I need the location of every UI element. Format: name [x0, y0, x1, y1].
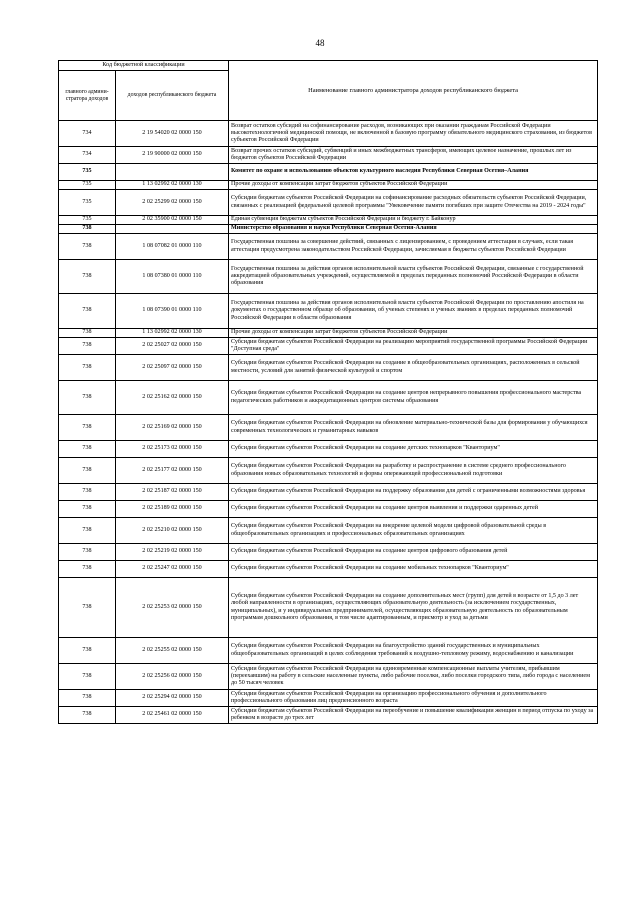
admin-code-cell: 738	[59, 225, 116, 234]
income-name-cell: Субсидии бюджетам субъектов Российской Федерации на единовременные компенсационные выплаты учителям, прибывшим (переехавшим) на работу в сельские населенные пункты, либо рабочие поселки, либо поселки городского типа, либо города с населением до 50 тысяч человек	[229, 664, 598, 690]
table-row	[59, 338, 598, 355]
income-name-cell: Государственная пошлина за совершение действий, связанных с лицензированием, с проведением аттестации в случаях, если такая аттестация предусмотрена законодательством Российской Федерации, зачисляемая в бюджеты субъектов Российской Федерации	[229, 234, 598, 260]
admin-code-cell: 738	[59, 294, 116, 329]
income-code-cell	[116, 164, 229, 181]
income-code-cell: 1 08 07082 01 0000 110	[116, 234, 229, 260]
admin-code-cell: 738	[59, 561, 116, 578]
admin-code-cell: 738	[59, 234, 116, 260]
income-code-cell: 2 02 25169 02 0000 150	[116, 415, 229, 441]
admin-code-cell: 738	[59, 381, 116, 415]
income-code-cell: 2 19 54020 02 0000 150	[116, 121, 229, 147]
table-row	[59, 638, 598, 664]
income-name-cell: Министерство образования и науки Республики Северная Осетия-Алания	[229, 225, 598, 234]
table-row	[59, 216, 598, 225]
admin-code-cell: 738	[59, 707, 116, 724]
table-row	[59, 381, 598, 415]
income-code-cell: 2 02 25294 02 0000 150	[116, 690, 229, 707]
table-row	[59, 441, 598, 458]
table-row	[59, 415, 598, 441]
income-name-cell: Субсидии бюджетам субъектов Российской Федерации на софинансирование расходных обязательств субъектов Российской Федерации, связанных с реализацией федеральной целевой программы "Увековечение памяти погибших при защите Отечества на 2019 - 2024 годы"	[229, 190, 598, 216]
admin-code-cell: 738	[59, 544, 116, 561]
table-row	[59, 147, 598, 164]
table-row	[59, 190, 598, 216]
name-column-header: Наименование главного администратора доходов республиканского бюджета	[229, 61, 598, 121]
income-name-cell: Субсидии бюджетам субъектов Российской Федерации на создание центров цифрового образования детей	[229, 544, 598, 561]
table-row	[59, 225, 598, 234]
table-row	[59, 501, 598, 518]
income-name-cell: Субсидии бюджетам субъектов Российской Федерации на поддержку образования для детей с ограниченными возможностями здоровья	[229, 484, 598, 501]
income-code-cell: 2 02 25097 02 0000 150	[116, 355, 229, 381]
admin-code-cell: 738	[59, 329, 116, 338]
table-row	[59, 355, 598, 381]
income-name-cell: Субсидии бюджетам субъектов Российской Федерации на создание детских технопарков "Кванториум"	[229, 441, 598, 458]
income-name-cell: Субсидии бюджетам субъектов Российской Федерации на создание дополнительных мест (групп) для детей в возрасте от 1,5 до 3 лет любой направленности в организациях, осуществляющих образовательную деятельность (за исключением государственных, муниципальных), и у индивидуальных предпринимателей, осуществляющих образовательную деятельность по образовательным программам дошкольного образования, в том числе адаптированным, и присмотр и уход за детьми	[229, 578, 598, 638]
admin-code-cell: 738	[59, 638, 116, 664]
income-name-cell: Субсидии бюджетам субъектов Российской Федерации на создание центров выявления и поддержки одаренных детей	[229, 501, 598, 518]
admin-code-cell: 735	[59, 164, 116, 181]
income-name-cell: Единая субвенция бюджетам субъектов Российской Федерации и бюджету г. Байконур	[229, 216, 598, 225]
income-code-cell: 2 02 25177 02 0000 150	[116, 458, 229, 484]
income-name-cell: Прочие доходы от компенсации затрат бюджетов субъектов Российской Федерации	[229, 329, 598, 338]
income-code-cell: 2 02 25162 02 0000 150	[116, 381, 229, 415]
table-row	[59, 707, 598, 724]
admin-code-cell: 734	[59, 147, 116, 164]
admin-code-cell: 738	[59, 441, 116, 458]
admin-code-cell: 735	[59, 216, 116, 225]
admin-code-cell: 734	[59, 121, 116, 147]
income-name-cell: Субсидии бюджетам субъектов Российской Федерации на разработку и распространение в системе среднего профессионального образования новых образовательных технологий и формы опережающей профессиональной подготовки	[229, 458, 598, 484]
income-code-cell: 1 08 07380 01 0000 110	[116, 260, 229, 294]
table-row	[59, 578, 598, 638]
income-code-cell: 2 02 35900 02 0000 150	[116, 216, 229, 225]
admin-code-cell: 738	[59, 578, 116, 638]
table-row	[59, 294, 598, 329]
income-code-cell: 2 02 25187 02 0000 150	[116, 484, 229, 501]
table-row	[59, 181, 598, 190]
income-code-cell: 2 02 25461 02 0000 150	[116, 707, 229, 724]
budget-classification-table	[58, 60, 598, 724]
admin-code-cell: 738	[59, 664, 116, 690]
income-code-cell: 2 02 25027 02 0000 150	[116, 338, 229, 355]
admin-code-cell: 735	[59, 190, 116, 216]
code-group-header: Код бюджетной классификации	[59, 61, 229, 71]
income-code-cell: 2 02 25253 02 0000 150	[116, 578, 229, 638]
income-name-cell: Возврат остатков субсидий на софинансирование расходов, возникающих при оказании гражданам Российской Федерации высокотехнологичной медицинской помощи, не включенной в базовую программу обязательного медицинского страхования, из бюджетов субъектов Российской Федерации	[229, 121, 598, 147]
income-name-cell: Субсидии бюджетам субъектов Российской Федерации на реализацию мероприятий государственной программы Российской Федерации "Доступная среда"	[229, 338, 598, 355]
table-row	[59, 484, 598, 501]
income-code-cell	[116, 225, 229, 234]
table-row	[59, 329, 598, 338]
income-name-cell: Государственная пошлина за действия органов исполнительной власти субъектов Российской Федерации, связанные с государственной аккредитацией образовательных учреждений, осуществляемой в пределах переданных полномочий Российской Федерации в области образования	[229, 260, 598, 294]
income-code-cell: 2 02 25219 02 0000 150	[116, 544, 229, 561]
table-row	[59, 260, 598, 294]
income-code-cell: 2 02 25210 02 0000 150	[116, 518, 229, 544]
table-row	[59, 664, 598, 690]
admin-code-cell: 738	[59, 458, 116, 484]
income-name-cell: Субсидии бюджетам субъектов Российской Федерации на создание мобильных технопарков "Кванториум"	[229, 561, 598, 578]
income-name-cell: Субсидии бюджетам субъектов Российской Федерации на внедрение целевой модели цифровой образовательной среды в общеобразовательных организациях и профессиональных образовательных организациях	[229, 518, 598, 544]
income-name-cell: Возврат прочих остатков субсидий, субвенций и иных межбюджетных трансферов, имеющих целевое назначение, прошлых лет из бюджетов субъектов Российской Федерации	[229, 147, 598, 164]
income-name-cell: Субсидии бюджетам субъектов Российской Федерации на организацию профессионального обучения и дополнительного профессионального образования лиц предпенсионного возраста	[229, 690, 598, 707]
income-name-cell: Субсидии бюджетам субъектов Российской Федерации на обновление материально-технической базы для формирования у обучающихся современных технологических и гуманитарных навыков	[229, 415, 598, 441]
income-name-cell: Субсидии бюджетам субъектов Российской Федерации на создание центров непрерывного повышения профессионального мастерства педагогических работников и аккредитационных центров системы образования	[229, 381, 598, 415]
income-code-cell: 2 19 90000 02 0000 150	[116, 147, 229, 164]
income-name-cell: Комитет по охране и использованию объектов культурного наследия Республики Северная Осетия–Алания	[229, 164, 598, 181]
admin-code-cell: 738	[59, 415, 116, 441]
table-row	[59, 690, 598, 707]
income-code-cell: 2 02 25189 02 0000 150	[116, 501, 229, 518]
income-name-cell: Субсидии бюджетам субъектов Российской Федерации на переобучение и повышение квалификации женщин в период отпуска по уходу за ребенком в возрасте до трех лет	[229, 707, 598, 724]
income-code-cell: 1 13 02992 02 0000 130	[116, 329, 229, 338]
table-row	[59, 164, 598, 181]
income-name-cell: Субсидии бюджетам субъектов Российской Федерации на создание в общеобразовательных организациях, расположенных в сельской местности, условий для занятий физической культурой и спортом	[229, 355, 598, 381]
income-code-cell: 1 13 02992 02 0000 130	[116, 181, 229, 190]
admin-code-cell: 738	[59, 355, 116, 381]
page-number: 48	[315, 38, 325, 48]
income-name-cell: Субсидии бюджетам субъектов Российской Федерации на благоустройство зданий государственных и муниципальных общеобразовательных организаций в целях соблюдения требований к воздушно-тепловому режиму, водоснабжению и канализации	[229, 638, 598, 664]
table-row	[59, 121, 598, 147]
income-code-cell: 1 08 07390 01 0000 110	[116, 294, 229, 329]
admin-code-cell: 738	[59, 338, 116, 355]
table-row	[59, 458, 598, 484]
table-row	[59, 561, 598, 578]
income-name-cell: Прочие доходы от компенсации затрат бюджетов субъектов Российской Федерации	[229, 181, 598, 190]
income-code-cell: 2 02 25247 02 0000 150	[116, 561, 229, 578]
table-row	[59, 518, 598, 544]
admin-column-header: главного админи-стратора доходов	[59, 71, 116, 121]
admin-code-cell: 738	[59, 518, 116, 544]
income-code-cell: 2 02 25256 02 0000 150	[116, 664, 229, 690]
income-code-cell: 2 02 25255 02 0000 150	[116, 638, 229, 664]
income-column-header: доходов республиканского бюджета	[116, 71, 229, 121]
table-row	[59, 544, 598, 561]
income-code-cell: 2 02 25173 02 0000 150	[116, 441, 229, 458]
income-name-cell: Государственная пошлина за действия органов исполнительной власти субъектов Российской Федерации по проставлению апостиля на документах о государственном образце об образовании, об ученых степенях и ученых званиях в пределах переданных полномочий Российской Федерации в области образования	[229, 294, 598, 329]
admin-code-cell: 738	[59, 484, 116, 501]
admin-code-cell: 738	[59, 690, 116, 707]
admin-code-cell: 735	[59, 181, 116, 190]
admin-code-cell: 738	[59, 501, 116, 518]
income-code-cell: 2 02 25299 02 0000 150	[116, 190, 229, 216]
table-row	[59, 234, 598, 260]
admin-code-cell: 738	[59, 260, 116, 294]
